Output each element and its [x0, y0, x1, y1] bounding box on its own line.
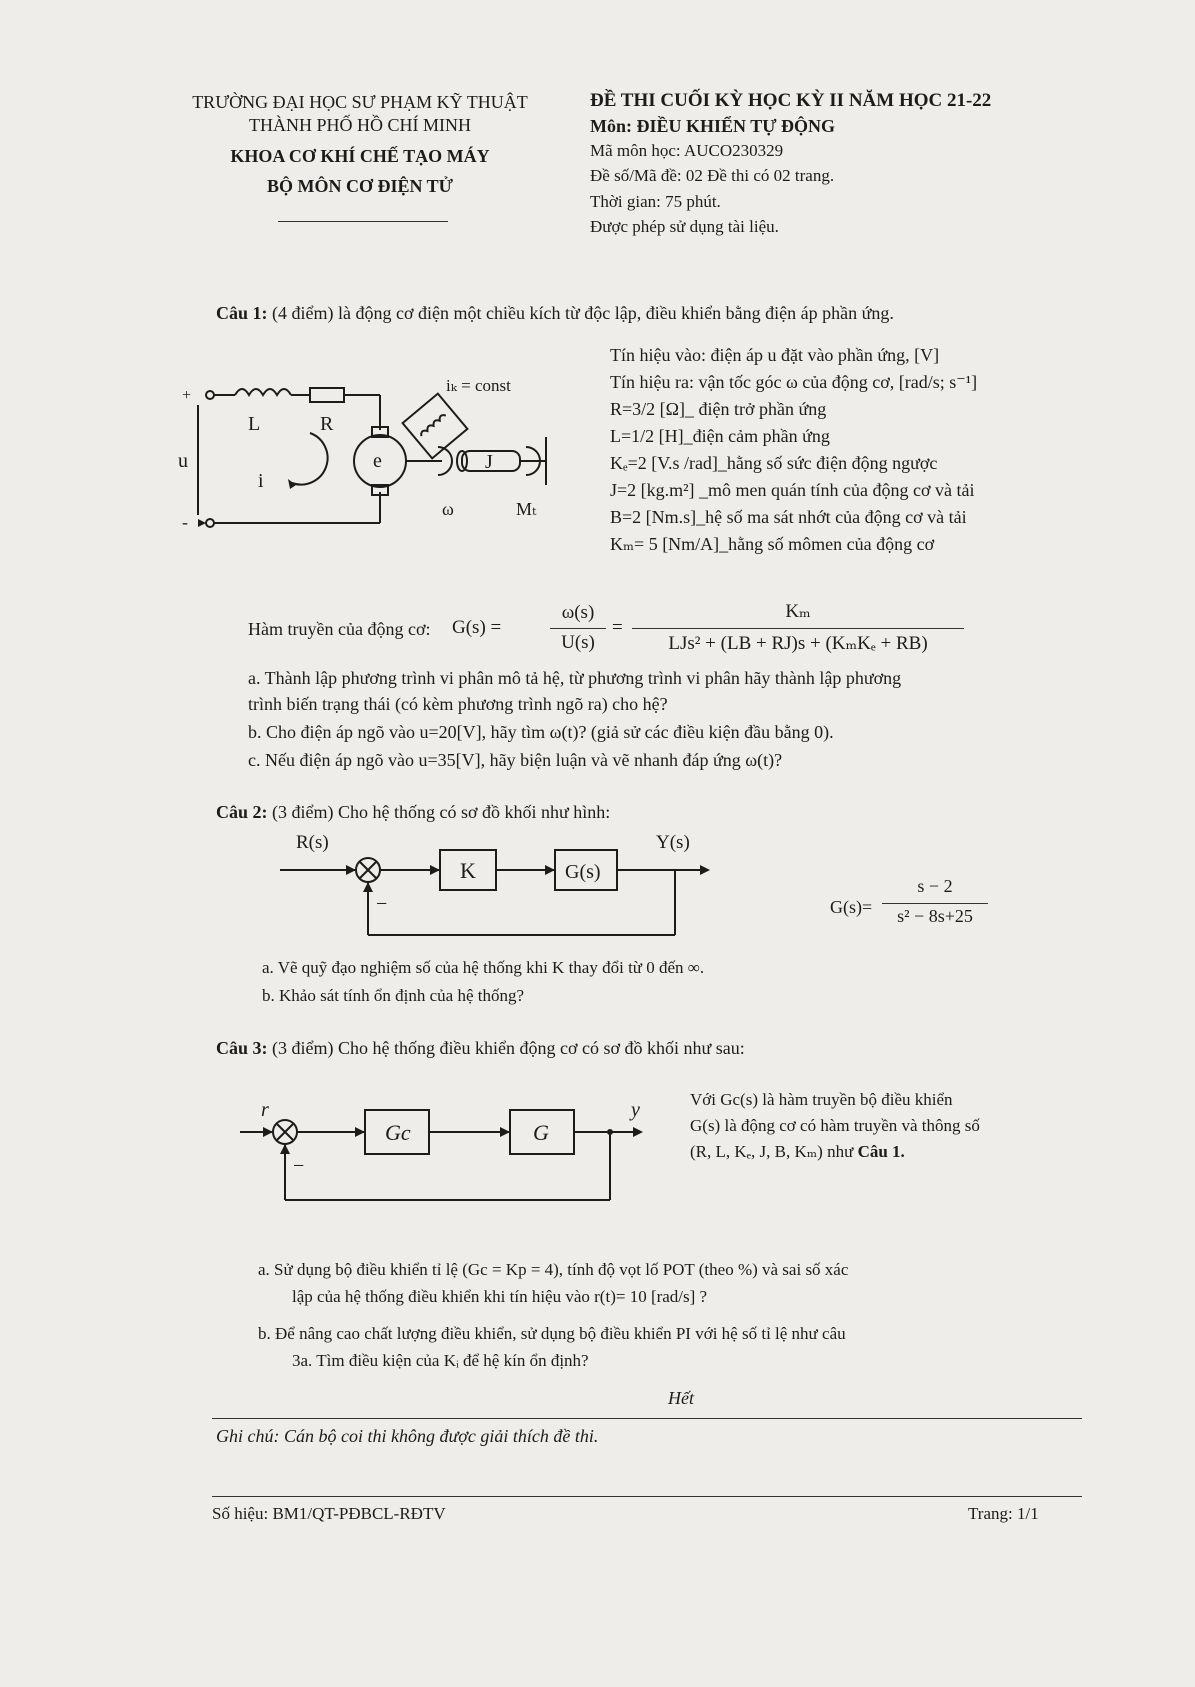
course-code: Mã môn học: AUCO230329: [590, 141, 784, 160]
q1-param: Tín hiệu ra: vận tốc góc ω của động cơ, [rad/s; s⁻¹]: [610, 372, 978, 392]
q2-g-num: s − 2: [917, 876, 953, 896]
q1-tf-den2: LJs² + (LB + RJ)s + (KₘKₑ + RB): [668, 633, 928, 654]
q1-tf-bar1: [550, 628, 606, 629]
q1-tf-num1: ω(s): [561, 602, 595, 623]
q1-param: J=2 [kg.m²] _mô men quán tính của động cơ và tải: [610, 480, 975, 500]
end-mark: Hết: [668, 1388, 694, 1408]
q3-part-b-line1: b. Để nâng cao chất lượng điều khiển, sử dụng bộ điều khiển PI với hệ số tỉ lệ như câu: [258, 1324, 846, 1343]
q3-part-a-line1: a. Sử dụng bộ điều khiển tỉ lệ (Gc = Kp = 4), tính độ vọt lố POT (theo %) và sai số xác: [258, 1260, 849, 1279]
circuit-R: R: [320, 413, 334, 435]
q2-block-diagram: [270, 830, 730, 945]
q1-tf-num2: Kₘ: [785, 601, 811, 622]
exam-duration: Thời gian: 75 phút.: [590, 192, 721, 211]
footer-divider-bottom: [212, 1496, 1082, 1497]
q2-label-Y: Y(s): [656, 832, 690, 853]
q3-label-y: y: [631, 1099, 640, 1121]
circuit-L: L: [248, 413, 261, 435]
q1-tf-lhs: G(s) =: [452, 617, 502, 638]
proctor-note: Ghi chú: Cán bộ coi thi không được giải thích đề thi.: [216, 1426, 599, 1446]
q3-part-a-line2: lập của hệ thống điều khiển khi tín hiệu vào r(t)= 10 [rad/s] ?: [292, 1287, 708, 1306]
q3-part-b-line2: 3a. Tìm điều kiện của Kᵢ để hệ kín ổn định?: [292, 1351, 589, 1370]
circuit-i: i: [258, 470, 264, 492]
page-number: Trang: 1/1: [968, 1504, 1039, 1523]
q1-part-a-line2: trình biến trạng thái (có kèm phương trình ngõ ra) cho hệ?: [248, 694, 668, 714]
circuit-e: e: [373, 450, 382, 472]
q1-parameter-list: [610, 342, 977, 558]
q1-tf-eq: =: [612, 617, 623, 638]
circuit-Mt: Mₜ: [516, 499, 537, 519]
q3-note1: Với Gc(s) là hàm truyền bộ điều khiển: [690, 1090, 953, 1109]
exam-number: Đề số/Mã đề: 02 Đề thi có 02 trang.: [590, 166, 835, 185]
q3-note3-ref: Câu 1.: [857, 1142, 905, 1161]
q2-g-lhs: G(s)=: [830, 897, 873, 917]
q3-block-G: G: [533, 1120, 549, 1145]
q1-tf-label: Hàm truyền của động cơ:: [248, 619, 431, 639]
q2-minus: −: [376, 893, 388, 915]
school-line2: THÀNH PHỐ HỒ CHÍ MINH: [249, 115, 471, 135]
q3-note3-text: (R, L, Kₑ, J, B, Kₘ) như: [690, 1142, 858, 1161]
q1-part-c: c. Nếu điện áp ngõ vào u=35[V], hãy biện luận và vẽ nhanh đáp ứng ω(t)?: [248, 750, 783, 770]
q1-title: Câu 1:: [216, 303, 268, 323]
q1-part-a-line1: a. Thành lập phương trình vi phân mô tả hệ, từ phương trình vi phân hãy thành lập phương: [248, 668, 902, 688]
q1-param: L=1/2 [H]_điện cảm phần ứng: [610, 426, 830, 446]
exam-title: ĐỀ THI CUỐI KỲ HỌC KỲ II NĂM HỌC 21-22: [590, 90, 992, 111]
q2-g-den: s² − 8s+25: [897, 906, 973, 926]
q3-note3: [690, 1142, 905, 1162]
q1-tf-bar2: [632, 628, 964, 629]
q2-block-K: K: [460, 858, 476, 883]
q1-intro-text: (4 điểm) là động cơ điện một chiều kích từ độc lập, điều khiển bằng điện áp phần ứng.: [267, 303, 894, 323]
q1-tf-den1: U(s): [561, 632, 595, 653]
circuit-J: J: [485, 451, 493, 473]
q1-part-b: b. Cho điện áp ngõ vào u=20[V], hãy tìm ω(t)? (giả sử các điều kiện đầu bằng 0).: [248, 722, 834, 742]
q1-param: Kₑ=2 [V.s /rad]_hằng số sức điện động ngược: [610, 453, 938, 473]
q2-title: Câu 2:: [216, 802, 268, 822]
circuit-omega: ω: [442, 499, 454, 519]
footer-divider-top: [212, 1418, 1082, 1419]
form-code: Số hiệu: BM1/QT-PĐBCL-RĐTV: [212, 1504, 446, 1523]
exam-materials: Được phép sử dụng tài liệu.: [590, 217, 779, 236]
q3-block-Gc: Gc: [385, 1120, 411, 1145]
q1-intro: [216, 303, 894, 324]
circuit-plus: +: [182, 387, 192, 404]
q1-param: Kₘ= 5 [Nm/A]_hằng số mômen của động cơ: [610, 534, 935, 554]
faculty-name: KHOA CƠ KHÍ CHẾ TẠO MÁY: [230, 146, 490, 166]
q1-param: B=2 [Nm.s]_hệ số ma sát nhớt của động cơ và tải: [610, 507, 967, 527]
q2-label-R: R(s): [296, 832, 329, 853]
q2-block-G: G(s): [565, 861, 601, 883]
q2-intro-text: (3 điểm) Cho hệ thống có sơ đồ khối như hình:: [267, 802, 611, 822]
q2-g-bar: [882, 903, 988, 904]
department-name: BỘ MÔN CƠ ĐIỆN TỬ: [266, 176, 453, 196]
q3-title: Câu 3:: [216, 1038, 268, 1058]
subject: Môn: ĐIỀU KHIỂN TỰ ĐỘNG: [590, 116, 836, 136]
q3-block-diagram: [235, 1072, 655, 1207]
circuit-minus: -: [182, 512, 188, 532]
q3-note2: G(s) là động cơ có hàm truyền và thông số: [690, 1116, 980, 1135]
q1-param: Tín hiệu vào: điện áp u đặt vào phần ứng, [V]: [610, 345, 940, 365]
q1-param: R=3/2 [Ω]_ điện trở phần ứng: [610, 399, 827, 419]
q2-part-a: a. Vẽ quỹ đạo nghiệm số của hệ thống khi K thay đổi từ 0 đến ∞.: [262, 958, 705, 977]
header-divider: [278, 221, 448, 222]
motor-circuit-diagram: [180, 355, 600, 540]
q2-part-b: b. Khảo sát tính ổn định của hệ thống?: [262, 986, 525, 1005]
q3-label-r: r: [261, 1099, 269, 1121]
q3-minus: −: [293, 1155, 305, 1177]
circuit-ik: iₖ = const: [446, 376, 511, 395]
q3-intro: [216, 1038, 745, 1059]
school-line1: TRƯỜNG ĐẠI HỌC SƯ PHẠM KỸ THUẬT: [192, 92, 528, 112]
q3-intro-text: (3 điểm) Cho hệ thống điều khiển động cơ có sơ đồ khối như sau:: [267, 1038, 745, 1058]
circuit-u: u: [178, 450, 188, 472]
q2-intro: [216, 802, 610, 823]
